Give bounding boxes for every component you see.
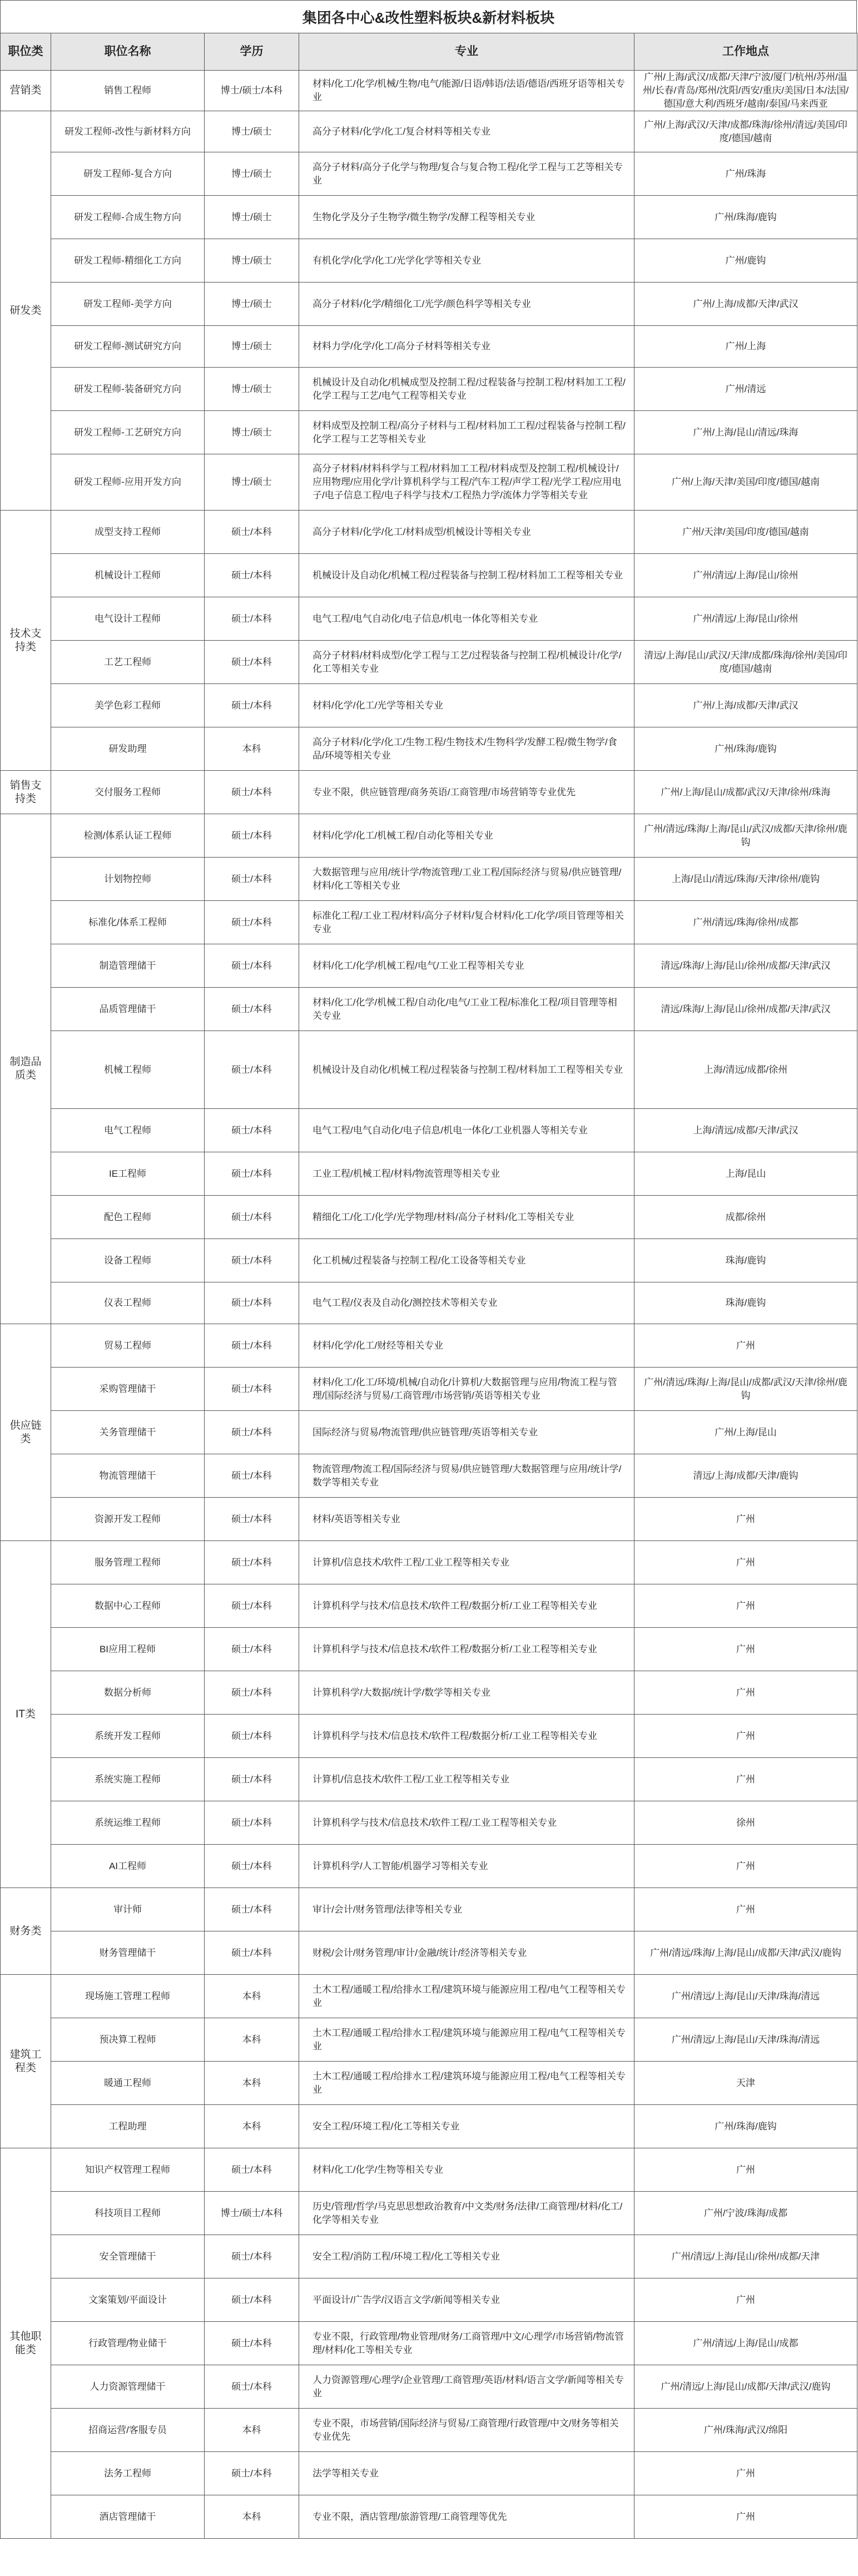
table-row: [1, 2148, 857, 2192]
table-row: [1, 1454, 857, 1498]
education-cell: 硕士/本科: [205, 554, 299, 597]
education-cell: 博士/硕士/本科: [205, 2192, 299, 2235]
location-cell: 广州: [634, 1498, 857, 1541]
education-cell: 博士/硕士: [205, 368, 299, 411]
table-row: [1, 1758, 857, 1801]
education-cell: 硕士/本科: [205, 641, 299, 684]
position-cell: 研发工程师-复合方向: [51, 152, 205, 196]
location-cell: 广州/清远/上海/昆山/徐州: [634, 597, 857, 641]
position-cell: 研发工程师-精细化工方向: [51, 239, 205, 283]
location-cell: 广州: [634, 1715, 857, 1758]
header-major: 专业: [299, 33, 634, 71]
position-cell: 计划物控师: [51, 858, 205, 901]
major-cell: 机械设计及自动化/机械工程/过程装备与控制工程/材料加工工程等相关专业: [299, 554, 634, 597]
table-row: [1, 1541, 857, 1584]
location-cell: 广州/清远/上海/昆山/天津/珠海/清远: [634, 2018, 857, 2062]
position-cell: 物流管理储干: [51, 1454, 205, 1498]
header-location: 工作地点: [634, 33, 857, 71]
major-cell: 计算机/信息技术/软件工程/工业工程等相关专业: [299, 1758, 634, 1801]
location-cell: 天津: [634, 2062, 857, 2105]
position-cell: 暖通工程师: [51, 2062, 205, 2105]
major-cell: 计算机科学与技术/信息技术/软件工程/工业工程等相关专业: [299, 1801, 634, 1845]
location-cell: 广州/清远/珠海/上海/昆山/成都/武汉/天津/徐州/鹿钩: [634, 1368, 857, 1411]
table-row: [1, 454, 857, 511]
position-cell: 关务管理储干: [51, 1411, 205, 1454]
major-cell: 专业不限，酒店管理/旅游管理/工商管理等优先: [299, 2495, 634, 2539]
position-cell: 研发工程师-合成生物方向: [51, 196, 205, 239]
major-cell: 精细化工/化工/化学/光学物理/材料/高分子材料/化工等相关专业: [299, 1196, 634, 1239]
education-cell: 本科: [205, 2409, 299, 2452]
position-cell: 数据中心工程师: [51, 1584, 205, 1628]
education-cell: 博士/硕士: [205, 454, 299, 511]
table-row: [1, 2018, 857, 2062]
education-cell: 硕士/本科: [205, 1888, 299, 1931]
table-row: [1, 1282, 857, 1324]
major-cell: 人力资源管理/心理学/企业管理/工商管理/英语/材料/语言文学/新闻等相关专业: [299, 2365, 634, 2409]
table-row: [1, 196, 857, 239]
major-cell: 审计/会计/财务管理/法律等相关专业: [299, 1888, 634, 1931]
major-cell: 土木工程/通暖工程/给排水工程/建筑环境与能源应用工程/电气工程等相关专业: [299, 2018, 634, 2062]
major-cell: 材料/化学/化工/光学等相关专业: [299, 684, 634, 727]
position-cell: 系统实施工程师: [51, 1758, 205, 1801]
table-row: [1, 1031, 857, 1109]
education-cell: 硕士/本科: [205, 1671, 299, 1715]
position-cell: 预决算工程师: [51, 2018, 205, 2062]
education-cell: 博士/硕士/本科: [205, 71, 299, 111]
education-cell: 硕士/本科: [205, 858, 299, 901]
position-cell: AI工程师: [51, 1845, 205, 1888]
position-cell: 数据分析师: [51, 1671, 205, 1715]
location-cell: 广州/上海/昆山: [634, 1411, 857, 1454]
table-row: [1, 1239, 857, 1282]
table-row: [1, 1109, 857, 1152]
position-cell: 设备工程师: [51, 1239, 205, 1282]
education-cell: 本科: [205, 2062, 299, 2105]
position-cell: 机械工程师: [51, 1031, 205, 1109]
major-cell: 计算机科学与技术/信息技术/软件工程/数据分析/工业工程等相关专业: [299, 1628, 634, 1671]
major-cell: 工业工程/机械工程/材料/物流管理等相关专业: [299, 1152, 634, 1196]
education-cell: 硕士/本科: [205, 684, 299, 727]
education-cell: 硕士/本科: [205, 944, 299, 988]
position-cell: 研发工程师-测试研究方向: [51, 326, 205, 368]
education-cell: 硕士/本科: [205, 1282, 299, 1324]
location-cell: 上海/昆山: [634, 1152, 857, 1196]
position-cell: 美学色彩工程师: [51, 684, 205, 727]
table-row: [1, 597, 857, 641]
table-row: [1, 368, 857, 411]
education-cell: 硕士/本科: [205, 511, 299, 554]
education-cell: 本科: [205, 2018, 299, 2062]
position-cell: 配色工程师: [51, 1196, 205, 1239]
table-body: [1, 71, 857, 2539]
education-cell: 硕士/本科: [205, 1196, 299, 1239]
education-cell: 硕士/本科: [205, 1801, 299, 1845]
table-row: [1, 1975, 857, 2018]
location-cell: 广州/清远/上海/昆山/天津/珠海/清远: [634, 1975, 857, 2018]
location-cell: 广州/清远/上海/昆山/成都/天津/武汉/鹿钩: [634, 2365, 857, 2409]
education-cell: 硕士/本科: [205, 2322, 299, 2365]
position-cell: 行政管理/物业储干: [51, 2322, 205, 2365]
page-title: 集团各中心&改性塑料板块&新材料板块: [0, 0, 857, 33]
major-cell: 专业不限，行政管理/物业管理/财务/工商管理/中文/心理学/市场营销/物流管理/材料/化工等相关专业: [299, 2322, 634, 2365]
major-cell: 化工机械/过程装备与控制工程/化工设备等相关专业: [299, 1239, 634, 1282]
major-cell: 生物化学及分子生物学/微生物学/发酵工程等相关专业: [299, 196, 634, 239]
location-cell: 广州/清远/珠海/上海/昆山/成都/天津/武汉/鹿钩: [634, 1931, 857, 1975]
location-cell: 上海/清远/成都/天津/武汉: [634, 1109, 857, 1152]
position-cell: BI应用工程师: [51, 1628, 205, 1671]
major-cell: 平面设计/广告学/汉语言文学/新闻等相关专业: [299, 2278, 634, 2322]
position-cell: 安全管理储干: [51, 2235, 205, 2278]
table-row: [1, 111, 857, 152]
education-cell: 硕士/本科: [205, 1498, 299, 1541]
location-cell: 珠海/鹿钩: [634, 1239, 857, 1282]
category-cell: 制造品质类: [1, 814, 51, 1324]
position-cell: 研发助理: [51, 727, 205, 771]
position-cell: 销售工程师: [51, 71, 205, 111]
education-cell: 硕士/本科: [205, 1931, 299, 1975]
education-cell: 硕士/本科: [205, 771, 299, 814]
education-cell: 硕士/本科: [205, 2278, 299, 2322]
location-cell: 广州/珠海/鹿钩: [634, 196, 857, 239]
table-row: [1, 2062, 857, 2105]
position-cell: 机械设计工程师: [51, 554, 205, 597]
location-cell: 广州/上海/昆山/成都/武汉/天津/徐州/珠海: [634, 771, 857, 814]
category-cell: 技术支持类: [1, 511, 51, 771]
header-position: 职位名称: [51, 33, 205, 71]
position-cell: 电气工程师: [51, 1109, 205, 1152]
major-cell: 国际经济与贸易/物流管理/供应链管理/英语等相关专业: [299, 1411, 634, 1454]
major-cell: 土木工程/通暖工程/给排水工程/建筑环境与能源应用工程/电气工程等相关专业: [299, 2062, 634, 2105]
location-cell: 广州/上海/武汉/天津/成都/珠海/徐州/清远/美国/印度/德国/越南: [634, 111, 857, 152]
location-cell: 清远/上海/成都/天津/鹿钩: [634, 1454, 857, 1498]
table-row: [1, 641, 857, 684]
position-cell: 工程助理: [51, 2105, 205, 2148]
table-row: [1, 2409, 857, 2452]
major-cell: 材料/化工/化学/机械工程/自动化/电气/工业工程/标准化工程/项目管理等相关专业: [299, 988, 634, 1031]
position-cell: 现场施工管理工程师: [51, 1975, 205, 2018]
education-cell: 硕士/本科: [205, 1541, 299, 1584]
table-row: [1, 283, 857, 326]
education-cell: 博士/硕士: [205, 196, 299, 239]
location-cell: 广州/上海/成都/天津/武汉: [634, 283, 857, 326]
education-cell: 硕士/本科: [205, 1758, 299, 1801]
table-row: [1, 1671, 857, 1715]
table-row: [1, 554, 857, 597]
position-cell: 贸易工程师: [51, 1324, 205, 1368]
education-cell: 博士/硕士: [205, 411, 299, 454]
major-cell: 计算机科学与技术/信息技术/软件工程/数据分析/工业工程等相关专业: [299, 1715, 634, 1758]
major-cell: 高分子材料/材料科学与工程/材料加工工程/材料成型及控制工程/机械设计/应用物理/应用化学/计算机科学与工程/汽车工程/声学工程/光学工程/应用电子/电子信息工程/电子科学与技术/工程热力学/流体力学等相关专业: [299, 454, 634, 511]
major-cell: 计算机科学与技术/信息技术/软件工程/数据分析/工业工程等相关专业: [299, 1584, 634, 1628]
table-row: [1, 1801, 857, 1845]
position-cell: 财务管理储干: [51, 1931, 205, 1975]
education-cell: 本科: [205, 2105, 299, 2148]
education-cell: 硕士/本科: [205, 1109, 299, 1152]
table-row: [1, 858, 857, 901]
major-cell: 有机化学/化学/化工/光学化学等相关专业: [299, 239, 634, 283]
location-cell: 广州/珠海/武汉/绵阳: [634, 2409, 857, 2452]
location-cell: 上海/清远/成都/徐州: [634, 1031, 857, 1109]
table-row: [1, 1152, 857, 1196]
position-cell: 知识产权管理工程师: [51, 2148, 205, 2192]
position-cell: 检测/体系认证工程师: [51, 814, 205, 858]
header-category: 职位类: [1, 33, 51, 71]
major-cell: 材料/化工/化学/生物等相关专业: [299, 2148, 634, 2192]
position-cell: 工艺工程师: [51, 641, 205, 684]
major-cell: 电气工程/电气自动化/电子信息/机电一体化等相关专业: [299, 597, 634, 641]
position-cell: 电气设计工程师: [51, 597, 205, 641]
location-cell: 广州: [634, 2278, 857, 2322]
major-cell: 材料成型及控制工程/高分子材料与工程/材料加工工程/过程装备与控制工程/化学工程与工艺等相关专业: [299, 411, 634, 454]
major-cell: 计算机科学/人工智能/机器学习等相关专业: [299, 1845, 634, 1888]
table-row: [1, 2322, 857, 2365]
education-cell: 硕士/本科: [205, 988, 299, 1031]
education-cell: 硕士/本科: [205, 2452, 299, 2495]
table-row: [1, 511, 857, 554]
category-cell: 供应链类: [1, 1324, 51, 1541]
category-cell: IT类: [1, 1541, 51, 1888]
header-education: 学历: [205, 33, 299, 71]
education-cell: 硕士/本科: [205, 814, 299, 858]
education-cell: 硕士/本科: [205, 2148, 299, 2192]
education-cell: 硕士/本科: [205, 1454, 299, 1498]
category-cell: 建筑工程类: [1, 1975, 51, 2148]
education-cell: 本科: [205, 2495, 299, 2539]
table-row: [1, 1324, 857, 1368]
major-cell: 材料/化工/化工/环境/机械/自动化/计算机/大数据管理与应用/物流工程与管理/国际经济与贸易/工商管理/市场营销/英语等相关专业: [299, 1368, 634, 1411]
major-cell: 电气工程/电气自动化/电子信息/机电一体化/工业机器人等相关专业: [299, 1109, 634, 1152]
position-cell: 法务工程师: [51, 2452, 205, 2495]
position-cell: 服务管理工程师: [51, 1541, 205, 1584]
major-cell: 计算机科学/大数据/统计学/数学等相关专业: [299, 1671, 634, 1715]
location-cell: 成都/徐州: [634, 1196, 857, 1239]
education-cell: 博士/硕士: [205, 111, 299, 152]
major-cell: 材料/化工/化学/机械/生物/电气/能源/日语/韩语/法语/德语/西班牙语等相关专业: [299, 71, 634, 111]
table-row: [1, 1196, 857, 1239]
education-cell: 本科: [205, 1975, 299, 2018]
position-cell: 审计师: [51, 1888, 205, 1931]
major-cell: 安全工程/消防工程/环境工程/化工等相关专业: [299, 2235, 634, 2278]
table-row: [1, 239, 857, 283]
table-row: [1, 771, 857, 814]
position-cell: 科技项目工程师: [51, 2192, 205, 2235]
location-cell: 广州: [634, 2148, 857, 2192]
major-cell: 机械设计及自动化/机械工程/过程装备与控制工程/材料加工工程等相关专业: [299, 1031, 634, 1109]
table-row: [1, 152, 857, 196]
major-cell: 高分子材料/化学/化工/复合材料等相关专业: [299, 111, 634, 152]
location-cell: 广州/清远/上海/昆山/徐州: [634, 554, 857, 597]
major-cell: 材料/英语等相关专业: [299, 1498, 634, 1541]
education-cell: 硕士/本科: [205, 1584, 299, 1628]
location-cell: 广州/清远: [634, 368, 857, 411]
major-cell: 材料/化学/化工/财经等相关专业: [299, 1324, 634, 1368]
table-row: [1, 1498, 857, 1541]
major-cell: 高分子材料/化学/化工/材料成型/机械设计等相关专业: [299, 511, 634, 554]
education-cell: 硕士/本科: [205, 2235, 299, 2278]
table-row: [1, 2452, 857, 2495]
position-cell: 系统开发工程师: [51, 1715, 205, 1758]
location-cell: 广州: [634, 1584, 857, 1628]
position-cell: 研发工程师-改性与新材料方向: [51, 111, 205, 152]
location-cell: 清远/珠海/上海/昆山/徐州/成都/天津/武汉: [634, 988, 857, 1031]
location-cell: 广州: [634, 1845, 857, 1888]
table-row: [1, 1628, 857, 1671]
major-cell: 高分子材料/材料成型/化学工程与工艺/过程装备与控制工程/机械设计/化学/化工等相关专业: [299, 641, 634, 684]
education-cell: 博士/硕士: [205, 326, 299, 368]
location-cell: 广州/清远/珠海/上海/昆山/武汉/成都/天津/徐州/鹿钩: [634, 814, 857, 858]
major-cell: 专业不限，供应链管理/商务英语/工商管理/市场营销等专业优先: [299, 771, 634, 814]
table-row: [1, 988, 857, 1031]
education-cell: 博士/硕士: [205, 152, 299, 196]
education-cell: 硕士/本科: [205, 901, 299, 944]
major-cell: 财税/会计/财务管理/审计/金融/统计/经济等相关专业: [299, 1931, 634, 1975]
table-row: [1, 1931, 857, 1975]
location-cell: 广州/珠海/鹿钩: [634, 727, 857, 771]
category-cell: 销售支持类: [1, 771, 51, 814]
location-cell: 上海/昆山/清远/珠海/天津/徐州/鹿钩: [634, 858, 857, 901]
position-cell: 仪表工程师: [51, 1282, 205, 1324]
major-cell: 法学等相关专业: [299, 2452, 634, 2495]
location-cell: 广州: [634, 2452, 857, 2495]
location-cell: 清远/上海/昆山/武汉/天津/成都/珠海/徐州/美国/印度/德国/越南: [634, 641, 857, 684]
table-header-row: [1, 33, 857, 71]
position-cell: 文案策划/平面设计: [51, 2278, 205, 2322]
location-cell: 广州/珠海: [634, 152, 857, 196]
table-row: [1, 2365, 857, 2409]
position-cell: 成型支持工程师: [51, 511, 205, 554]
position-cell: 品质管理储干: [51, 988, 205, 1031]
position-cell: 研发工程师-应用开发方向: [51, 454, 205, 511]
location-cell: 广州/上海/武汉/成都/天津/宁波/厦门/杭州/苏州/温州/长春/青岛/郑州/沈阳/西安/重庆/美国/日本/法国/德国/意大利/西班牙/越南/泰国/马来西亚: [634, 71, 857, 111]
education-cell: 硕士/本科: [205, 1368, 299, 1411]
table-row: [1, 1584, 857, 1628]
major-cell: 大数据管理与应用/统计学/物流管理/工业工程/国际经济与贸易/供应链管理/材料/化工等相关专业: [299, 858, 634, 901]
location-cell: 徐州: [634, 1801, 857, 1845]
table-row: [1, 901, 857, 944]
location-cell: 广州/上海/成都/天津/武汉: [634, 684, 857, 727]
table-row: [1, 1411, 857, 1454]
location-cell: 广州/上海: [634, 326, 857, 368]
location-cell: 广州/上海/天津/美国/印度/德国/越南: [634, 454, 857, 511]
position-cell: IE工程师: [51, 1152, 205, 1196]
major-cell: 专业不限，市场营销/国际经济与贸易/工商管理/行政管理/中文/财务等相关专业优先: [299, 2409, 634, 2452]
position-cell: 酒店管理储干: [51, 2495, 205, 2539]
education-cell: 硕士/本科: [205, 1152, 299, 1196]
location-cell: 广州/珠海/鹿钩: [634, 2105, 857, 2148]
major-cell: 高分子材料/化学/化工/生物工程/生物技术/生物科学/发酵工程/微生物学/食品/环境等相关专业: [299, 727, 634, 771]
location-cell: 清远/珠海/上海/昆山/徐州/成都/天津/武汉: [634, 944, 857, 988]
positions-table: [0, 33, 857, 2539]
table-row: [1, 814, 857, 858]
education-cell: 硕士/本科: [205, 597, 299, 641]
position-cell: 交付服务工程师: [51, 771, 205, 814]
table-row: [1, 944, 857, 988]
table-row: [1, 2278, 857, 2322]
position-cell: 招商运营/客服专员: [51, 2409, 205, 2452]
table-row: [1, 2192, 857, 2235]
table-row: [1, 1845, 857, 1888]
position-cell: 制造管理储干: [51, 944, 205, 988]
category-cell: 研发类: [1, 111, 51, 511]
table-row: [1, 411, 857, 454]
location-cell: 广州: [634, 1541, 857, 1584]
category-cell: 财务类: [1, 1888, 51, 1975]
education-cell: 硕士/本科: [205, 1628, 299, 1671]
table-row: [1, 71, 857, 111]
position-cell: 人力资源管理储干: [51, 2365, 205, 2409]
education-cell: 硕士/本科: [205, 1031, 299, 1109]
table-row: [1, 2235, 857, 2278]
location-cell: 广州/清远/上海/昆山/徐州/成都/天津: [634, 2235, 857, 2278]
table-row: [1, 2495, 857, 2539]
location-cell: 广州/上海/昆山/清远/珠海: [634, 411, 857, 454]
education-cell: 硕士/本科: [205, 2365, 299, 2409]
location-cell: 广州/清远/珠海/徐州/成都: [634, 901, 857, 944]
major-cell: 历史/管理/哲学/马克思思想政治教育/中文类/财务/法律/工商管理/材料/化工/化学等相关专业: [299, 2192, 634, 2235]
category-cell: 营销类: [1, 71, 51, 111]
location-cell: 珠海/鹿钩: [634, 1282, 857, 1324]
education-cell: 博士/硕士: [205, 283, 299, 326]
major-cell: 机械设计及自动化/机械成型及控制工程/过程装备与控制工程/材料加工工程/化学工程与工艺/电气工程等相关专业: [299, 368, 634, 411]
location-cell: 广州: [634, 1628, 857, 1671]
position-cell: 研发工程师-装备研究方向: [51, 368, 205, 411]
table-row: [1, 1368, 857, 1411]
table-row: [1, 1888, 857, 1931]
location-cell: 广州: [634, 1671, 857, 1715]
education-cell: 本科: [205, 727, 299, 771]
education-cell: 硕士/本科: [205, 1239, 299, 1282]
education-cell: 硕士/本科: [205, 1715, 299, 1758]
table-row: [1, 1715, 857, 1758]
major-cell: 物流管理/物流工程/国际经济与贸易/供应链管理/大数据管理与应用/统计学/数学等相关专业: [299, 1454, 634, 1498]
major-cell: 材料力学/化学/化工/高分子材料等相关专业: [299, 326, 634, 368]
table-row: [1, 684, 857, 727]
location-cell: 广州: [634, 1758, 857, 1801]
education-cell: 硕士/本科: [205, 1845, 299, 1888]
major-cell: 材料/化学/化工/机械工程/自动化等相关专业: [299, 814, 634, 858]
location-cell: 广州: [634, 2495, 857, 2539]
major-cell: 土木工程/通暖工程/给排水工程/建筑环境与能源应用工程/电气工程等相关专业: [299, 1975, 634, 2018]
location-cell: 广州/天津/美国/印度/德国/越南: [634, 511, 857, 554]
major-cell: 计算机/信息技术/软件工程/工业工程等相关专业: [299, 1541, 634, 1584]
education-cell: 硕士/本科: [205, 1411, 299, 1454]
position-cell: 资源开发工程师: [51, 1498, 205, 1541]
major-cell: 高分子材料/高分子化学与物理/复合与复合物工程/化学工程与工艺等相关专业: [299, 152, 634, 196]
table-row: [1, 727, 857, 771]
position-cell: 研发工程师-美学方向: [51, 283, 205, 326]
location-cell: 广州: [634, 1888, 857, 1931]
table-row: [1, 326, 857, 368]
location-cell: 广州/鹿钩: [634, 239, 857, 283]
location-cell: 广州/宁波/珠海/成都: [634, 2192, 857, 2235]
education-cell: 博士/硕士: [205, 239, 299, 283]
table-row: [1, 2105, 857, 2148]
position-cell: 采购管理储干: [51, 1368, 205, 1411]
major-cell: 标准化工程/工业工程/材料/高分子材料/复合材料/化工/化学/项目管理等相关专业: [299, 901, 634, 944]
category-cell: 其他职能类: [1, 2148, 51, 2539]
location-cell: 广州: [634, 1324, 857, 1368]
major-cell: 电气工程/仪表及自动化/测控技术等相关专业: [299, 1282, 634, 1324]
location-cell: 广州/清远/上海/昆山/成都: [634, 2322, 857, 2365]
position-cell: 系统运维工程师: [51, 1801, 205, 1845]
position-cell: 标准化/体系工程师: [51, 901, 205, 944]
major-cell: 高分子材料/化学/精细化工/光学/颜色科学等相关专业: [299, 283, 634, 326]
education-cell: 硕士/本科: [205, 1324, 299, 1368]
position-cell: 研发工程师-工艺研究方向: [51, 411, 205, 454]
major-cell: 安全工程/环境工程/化工等相关专业: [299, 2105, 634, 2148]
major-cell: 材料/化工/化学/机械工程/电气/工业工程等相关专业: [299, 944, 634, 988]
